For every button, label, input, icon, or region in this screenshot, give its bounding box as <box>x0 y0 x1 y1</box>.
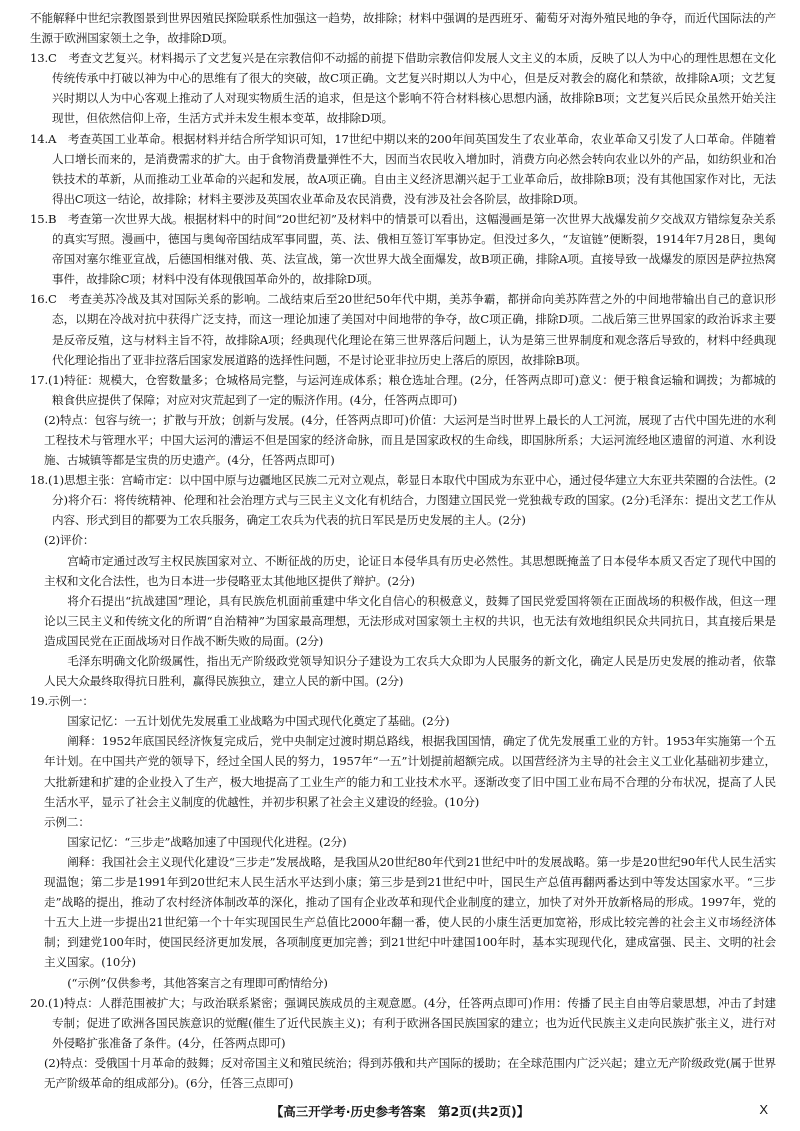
answer-12-continued: 不能解释中世纪宗教图景到世界因殖民探险联系性加强这一趋势，故排除；材料中强调的是西班牙、葡萄牙对海外殖民地的争夺，而近代国际法的产生源于欧洲国家领土之争，故排除D项。 <box>30 11 776 46</box>
answer-20-part2: (2)特点：受俄国十月革命的鼓舞；反对帝国主义和殖民统治；得到苏俄和共产国际的援助；在全球范围内广泛兴起；建立无产阶级政党(属于世界无产阶级革命的组成部分)。(6分，任答三点即可) <box>44 1055 776 1090</box>
answer-16: 16.C 考查美苏冷战及其对国际关系的影响。二战结束后至20世纪50年代中期，美苏争霸，都拼命向美苏阵营之外的中间地带输出自己的意识形态，以期在冷战对抗中获得广泛支持，而这一理论加速了美国对中间地带的争夺，故C项正确，排除D项。二战后第三世界国家的政治诉求主要是反帝反殖，这与材料主旨不符，故排除A项；经典现代化理论在第三世界落后问题上，认为是第三世界制度和观念落后导致的，材料中经典现代化理论指出了亚非拉落后国家发展道路的选择性问题，不是讨论亚非拉历史上落后的原因，故排除B项。 <box>30 292 776 367</box>
page-footer <box>0 1102 800 1120</box>
answer-13: 13.C 考查文艺复兴。材料揭示了文艺复兴是在宗教信仰不动摇的前提下借助宗教信仰发展人文主义的本质，反映了以人为中心的理性思想在文化传统传承中打破以神为中心的思维有了很大的突破，故C项正确。文艺复兴时期以人为中心，但是反对教会的腐化和禁欲，故排除A项；文艺复兴时期以人为中心客观上推动了人对现实物质生活的追求，但是这个影响不符合材料核心思想内涵，故排除B项；文艺复兴后民众虽然开始关注现世，但依然信仰上帝，生活方式并未发生根本变革，故排除D项。 <box>30 51 776 126</box>
footer-text: 【高三开学考·历史参考答案 第2页(共2页)】 <box>270 1104 530 1119</box>
answer-15: 15.B 考查第一次世界大战。根据材料中的时间“20世纪初”及材料中的情景可以看出，这幅漫画是第一次世界大战爆发前夕交战双方错综复杂关系的真实写照。漫画中，德国与奥匈帝国结成军事同盟，英、法、俄相互签订军事协定。但没过多久，“友谊链”便断裂，1914年7月28日，奥匈帝国对塞尔维亚宣战，后德国相继对俄、英、法宣战，第一次世界大战全面爆发，故B项正确，排除A项。直接导致一战爆发的原因是萨拉热窝事件，故排除C项；材料中没有体现俄国革命外的，故排除D项。 <box>30 211 776 287</box>
answer-19-example1-explanation: 阐释：1952年底国民经济恢复完成后，党中央制定过渡时期总路线，根据我国国情，确定了优先发展重工业的方针。1953年实施第一个五年计划。在中国共产党的领导下，经过全国人民的努力，1957年“一五”计划提前超额完成。以国营经济为主导的社会主义工业化基础初步建立，大批新建和扩建的企业投入了生产，极大地提高了工业生产的能力和工业技术水平。逐渐改变了旧中国工业布局不合理的分布状况，提高了人民生活水平，显示了社会主义制度的优越性，并初步积累了社会主义建设的经验。(10分) <box>44 734 776 809</box>
answer-14: 14.A 考查英国工业革命。根据材料并结合所学知识可知，17世纪中期以来的200年间英国发生了农业革命，农业革命又引发了人口革命。伴随着人口增长而来的，是消费需求的扩大。由于食物消费量弹性不大，因而当农民收入增加时，消费方向必然会转向农业以外的产品，如纺织业和冶铁技术的革新，从而推动工业革命的兴起和发展，故A项正确。自由主义经济思潮兴起于工业革命后，故排除B项；没有其他国家作对比，无法得出C项这一结论，故排除；材料主要涉及英国农业革命及农民消费，没有涉及社会各阶层，故排除D项。 <box>30 131 776 206</box>
answer-18-chiang: 将介石提出“抗战建国”理论，具有民族危机面前重建中华文化自信心的积极意义，鼓舞了国民党爱国将领在正面战场的积极作战，但这一理论以三民主义和传统文化的所谓“自治精神”为国家最高理想，无法形成对国家领土主权的共识，也无法有效地组织民众共同抗日，其直接后果是造成国民党在正面战场对日作战不断失败的局面。(2分) <box>44 593 776 648</box>
answer-18-mao: 毛泽东明确文化阶级属性，指出无产阶级政党领导知识分子建设为工农兵大众即为人民服务的新文化，确定人民是历史发展的推动者，依靠人民大众最终取得抗日胜利，赢得民族独立，建立人民的新中国。(2分) <box>44 654 776 689</box>
answer-19-example2-heading: 示例二： <box>44 814 90 829</box>
answer-18-part2-heading: (2)评价： <box>44 533 95 548</box>
answer-key-page <box>30 8 776 1093</box>
answer-17-part2: (2)特点：包容与统一；扩散与开放；创新与发展。(4分，任答两点即可)价值：大运河是当时世界上最长的人工河流，展现了古代中国先进的水利工程技术与管理水平；中国大运河的漕运不但是国家的经济命脉，而且是国家政权的生命线，即国脉所系；大运河流经地区遗留的河道、水利设施、古城镇等都是宝贵的历史遗产。(4分，任答两点即可) <box>44 412 776 468</box>
answer-18-part1: 18.(1)思想主张：宫崎市定：以中国中原与边疆地区民族二元对立观点，彰显日本取代中国成为东亚中心，通过侵华建立大东亚共荣圈的合法性。(2分)将介石：将传统精神、伦理和社会治理方式与三民主义文化有机结合，力图建立国民党一党独裁专政的国家。(2分)毛泽东：提出文艺工作从内容、形式到目的都要为工农兵服务，确定工农兵为代表的抗日军民是历史发展的主人。(2分) <box>30 473 776 528</box>
footer-mark: X <box>759 1102 768 1117</box>
answer-19-example2-memory: 国家记忆：“三步走”战略加速了中国现代化进程。(2分) <box>67 834 347 849</box>
answer-19-example2-explanation: 阐释：我国社会主义现代化建设“三步走”发展战略，是我国从20世纪80年代到21世纪中叶的发展战略。第一步是20世纪90年代人民生活实现温饱；第二步是1991年到20世纪末人民生活水平达到小康；第三步是到21世纪中叶，国民生产总值再翻两番达到中等发达国家水平。“三步走”战略的提出，推动了农村经济体制改革的深化，推动了国有企业改革和现代企业制度的建立，加快了对外开放新格局的形成。1997年，党的十五大上进一步提出21世纪第一个十年实现国民生产总值比2000年翻一番，使人民的小康生活更加宽裕，形成比较完善的社会主义市场经济体制；到建党100年时，使国民经济更加发展，各项制度更加完善；到21世纪中叶建国100年时，基本实现现代化，建成富强、民主、文明的社会主义国家。(10分) <box>44 854 776 970</box>
answer-17-part1: 17.(1)特征：规模大，仓窖数量多；仓城格局完整，与运河连成体系；粮仓选址合理。(2分，任答两点即可)意义：便于粮食运输和调拨；为都城的粮食供应提供了保障；对应对灾荒起到了一定的赈济作用。(4分，任答两点即可) <box>30 372 776 407</box>
answer-19-example1-memory: 国家记忆：一五计划优先发展重工业战略为中国式现代化奠定了基础。(2分) <box>67 714 450 729</box>
answer-20-part1: 20.(1)特点：人群范围被扩大；与政治联系紧密；强调民族成员的主观意愿。(4分，任答两点即可)作用：传播了民主自由等启蒙思想，冲击了封建专制；促进了欧洲各国民族意识的觉醒(催生了近代民族主义)；有利于欧洲各国民族国家的建立；也为近代民族主义走向民族扩张主义，进行对外侵略扩张准备了条件。(4分，任答两点即可) <box>30 995 776 1050</box>
answer-19-note: (“示例”仅供参考，其他答案言之有理即可酌情给分) <box>67 975 328 990</box>
answer-18-miyazaki: 宫崎市定通过改写主权民族国家对立、不断征战的历史，论证日本侵华具有历史必然性。其思想既掩盖了日本侵华本质又否定了现代中国的主权和文化合法性，也为日本进一步侵略亚太其他地区提供了辩护。(2分) <box>44 553 776 588</box>
answer-19-example1-heading: 19.示例一： <box>30 694 94 709</box>
